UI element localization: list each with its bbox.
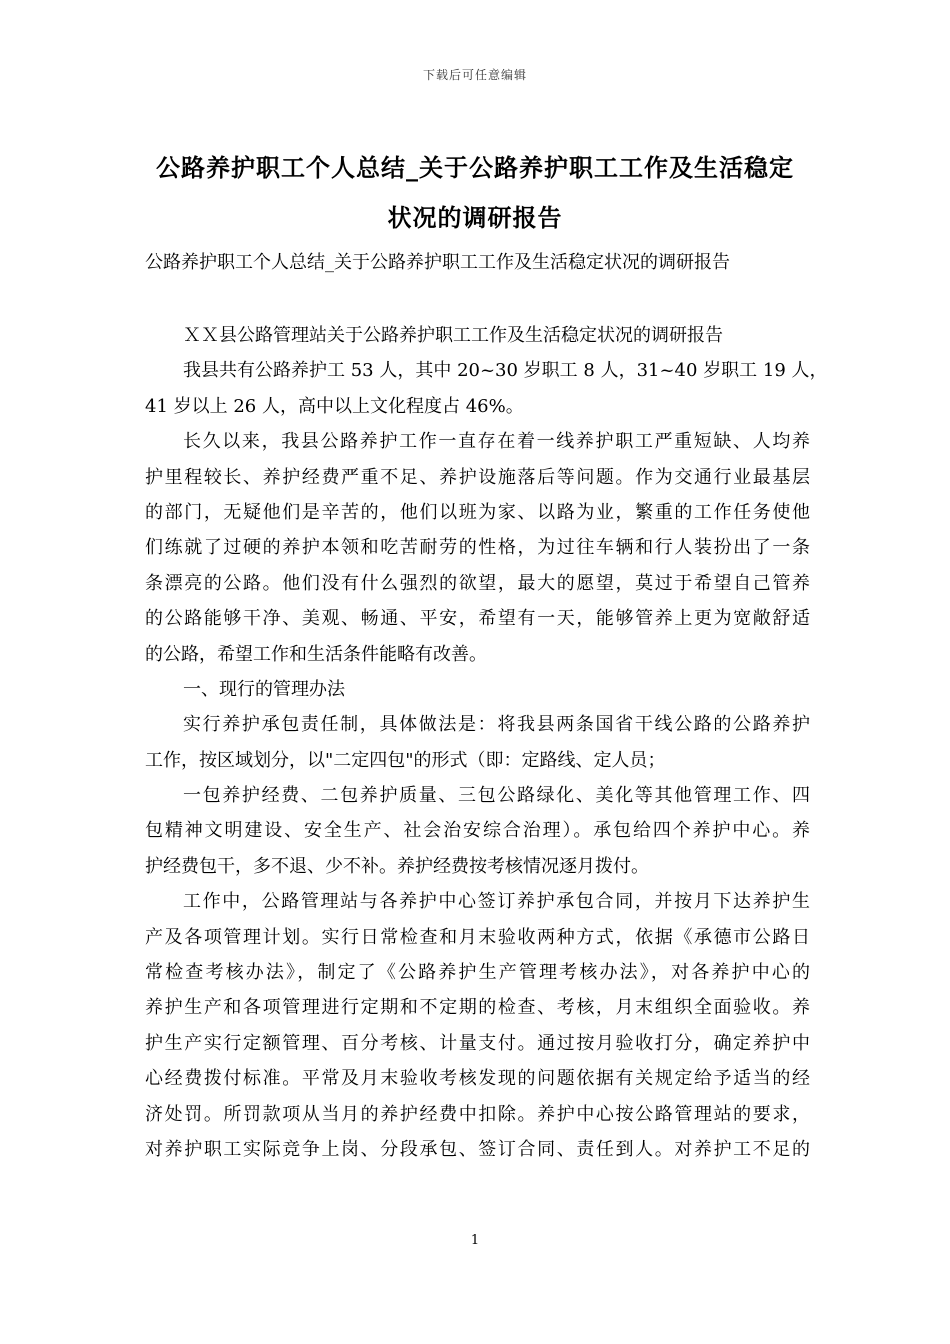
document-title-line-2: 状况的调研报告 <box>387 204 563 232</box>
page-number: 1 <box>470 1233 480 1248</box>
text-line: 们练就了过硬的养护本领和吃苦耐劳的性格，为过往车辆和行人装扮出了一条 <box>145 537 810 559</box>
text-line: 包精神文明建设、安全生产、社会治安综合治理）。承包给四个养护中心。养 <box>145 820 810 842</box>
text-line: 的部门，无疑他们是辛苦的，他们以班为家、以路为业，繁重的工作任务使他 <box>145 501 810 523</box>
text-line: 的公路能够干净、美观、畅通、平安，希望有一天，能够管养上更为宽敞舒适 <box>145 608 810 630</box>
section-heading: 一、现行的管理办法 <box>183 678 345 700</box>
text-line: ＸＸ县公路管理站关于公路养护职工工作及生活稳定状况的调研报告 <box>183 325 723 346</box>
document-title-line-1: 公路养护职工个人总结_关于公路养护职工工作及生活稳定 <box>156 154 794 182</box>
text-line: 护生产实行定额管理、百分考核、计量支付。通过按月验收打分，确定养护中 <box>145 1032 810 1054</box>
text-line: 工作，按区域划分，以"二定四包"的形式（即：定路线、定人员； <box>145 749 666 771</box>
text-line: 工作中，公路管理站与各养护中心签订养护承包合同，并按月下达养护生 <box>183 891 810 913</box>
text-line: 对养护职工实际竞争上岗、分段承包、签订合同、责任到人。对养护工不足的 <box>145 1138 810 1160</box>
header-note: 下载后可任意编辑 <box>422 68 527 82</box>
text-line: 长久以来，我县公路养护工作一直存在着一线养护职工严重短缺、人均养 <box>183 431 810 453</box>
text-line: 我县共有公路养护工 53 人，其中 20~30 岁职工 8 人，31~40 岁职工 19 人， <box>183 360 828 382</box>
text-line: 护里程较长、养护经费严重不足、养护设施落后等问题。作为交通行业最基层 <box>145 466 810 488</box>
text-line: 常检查考核办法》，制定了《公路养护生产管理考核办法》，对各养护中心的 <box>145 962 810 984</box>
text-line: 一包养护经费、二包养护质量、三包公路绿化、美化等其他管理工作、四 <box>183 785 810 807</box>
text-line: 的公路，希望工作和生活条件能略有改善。 <box>145 643 487 665</box>
text-line: 实行养护承包责任制，具体做法是：将我县两条国省干线公路的公路养护 <box>183 714 810 736</box>
text-line: 心经费拨付标准。平常及月末验收考核发现的问题依据有关规定给予适当的经 <box>145 1068 810 1090</box>
text-line: 护经费包干，多不退、少不补。养护经费按考核情况逐月拨付。 <box>145 855 649 877</box>
document-body <box>145 318 828 1167</box>
text-line: 条漂亮的公路。他们没有什么强烈的欲望，最大的愿望，莫过于希望自己管养 <box>145 572 810 594</box>
document-subtitle: 公路养护职工个人总结_关于公路养护职工工作及生活稳定状况的调研报告 <box>145 252 730 273</box>
text-line: 产及各项管理计划。实行日常检查和月末验收两种方式，依据《承德市公路日 <box>145 926 810 948</box>
text-line: 养护生产和各项管理进行定期和不定期的检查、考核，月末组织全面验收。养 <box>145 997 810 1019</box>
text-line: 济处罚。所罚款项从当月的养护经费中扣除。养护中心按公路管理站的要求， <box>145 1103 810 1125</box>
text-line: 41 岁以上 26 人，高中以上文化程度占 46%。 <box>145 395 524 417</box>
